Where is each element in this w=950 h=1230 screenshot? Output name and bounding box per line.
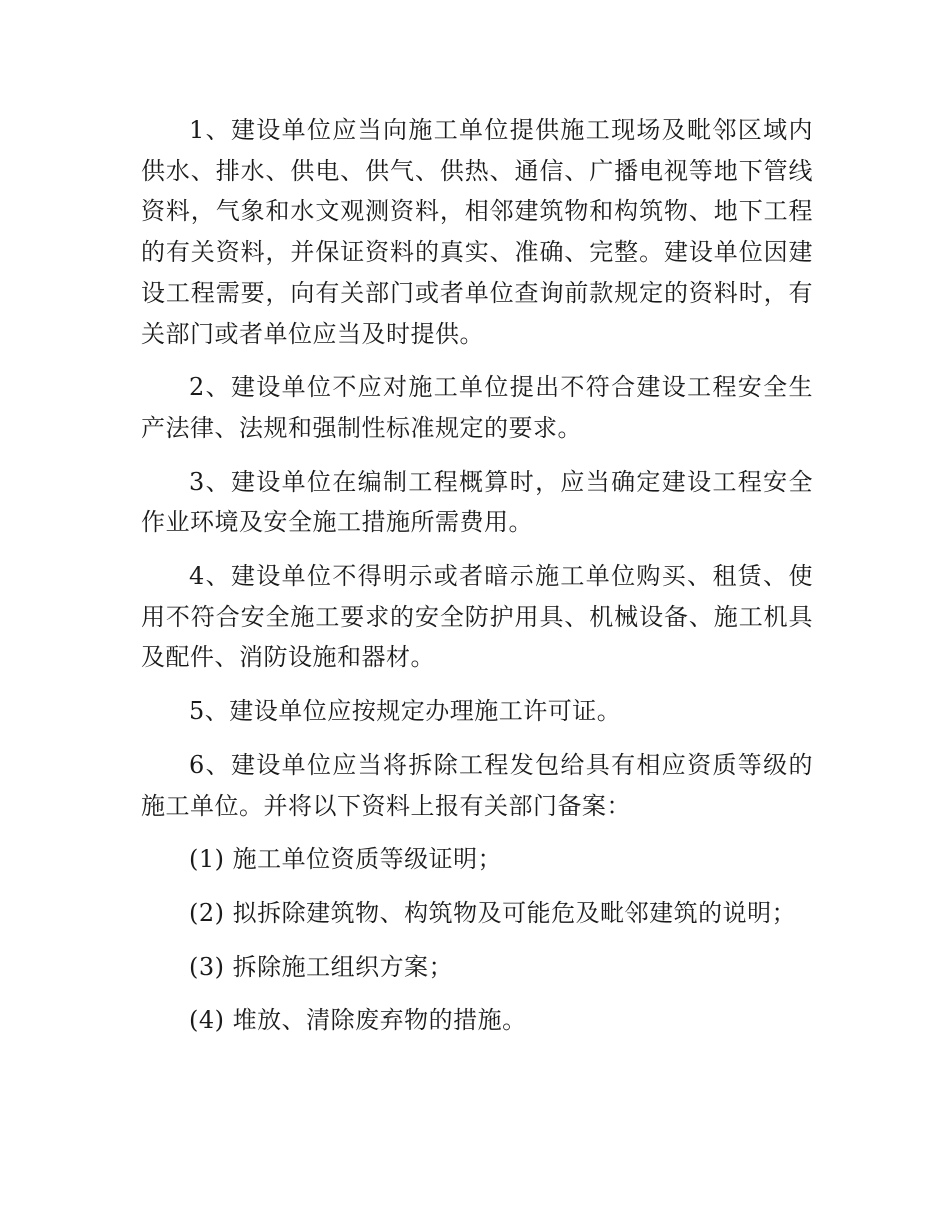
paragraph-6: 6、建设单位应当将拆除工程发包给具有相应资质等级的施工单位。并将以下资料上报有关部门备案： xyxy=(141,750,813,820)
paragraph-5: 5、建设单位应按规定办理施工许可证。 xyxy=(189,697,622,726)
paragraph-2: 2、建设单位不应对施工单位提出不符合建设工程安全生产法律、法规和强制性标准规定的要求。 xyxy=(141,373,813,442)
list-item-2: (2) 拟拆除建筑物、构筑物及可能危及毗邻建筑的说明； xyxy=(189,898,797,927)
list-item-4: (4) 堆放、清除废弃物的措施。 xyxy=(189,1006,527,1035)
document-page xyxy=(141,110,813,1041)
list-item-1: (1) 施工单位资质等级证明； xyxy=(189,845,503,874)
paragraph-1: 1、建设单位应当向施工单位提供施工现场及毗邻区域内供水、排水、供电、供气、供热、通信、广播电视等地下管线资料，气象和水文观测资料，相邻建筑物和构筑物、地下工程的有关资料，并保证资料的真实、准确、完整。建设单位因建设工程需要，向有关部门或者单位查询前款规定的资料时，有关部门或者单位应当及时提供。 xyxy=(141,116,813,348)
list-item-3: (3) 拆除施工组织方案； xyxy=(189,952,454,981)
paragraph-3: 3、建设单位在编制工程概算时，应当确定建设工程安全作业环境及安全施工措施所需费用。 xyxy=(141,467,813,537)
paragraph-4: 4、建设单位不得明示或者暗示施工单位购买、租赁、使用不符合安全施工要求的安全防护用具、机械设备、施工机具及配件、消防设施和器材。 xyxy=(141,562,813,672)
